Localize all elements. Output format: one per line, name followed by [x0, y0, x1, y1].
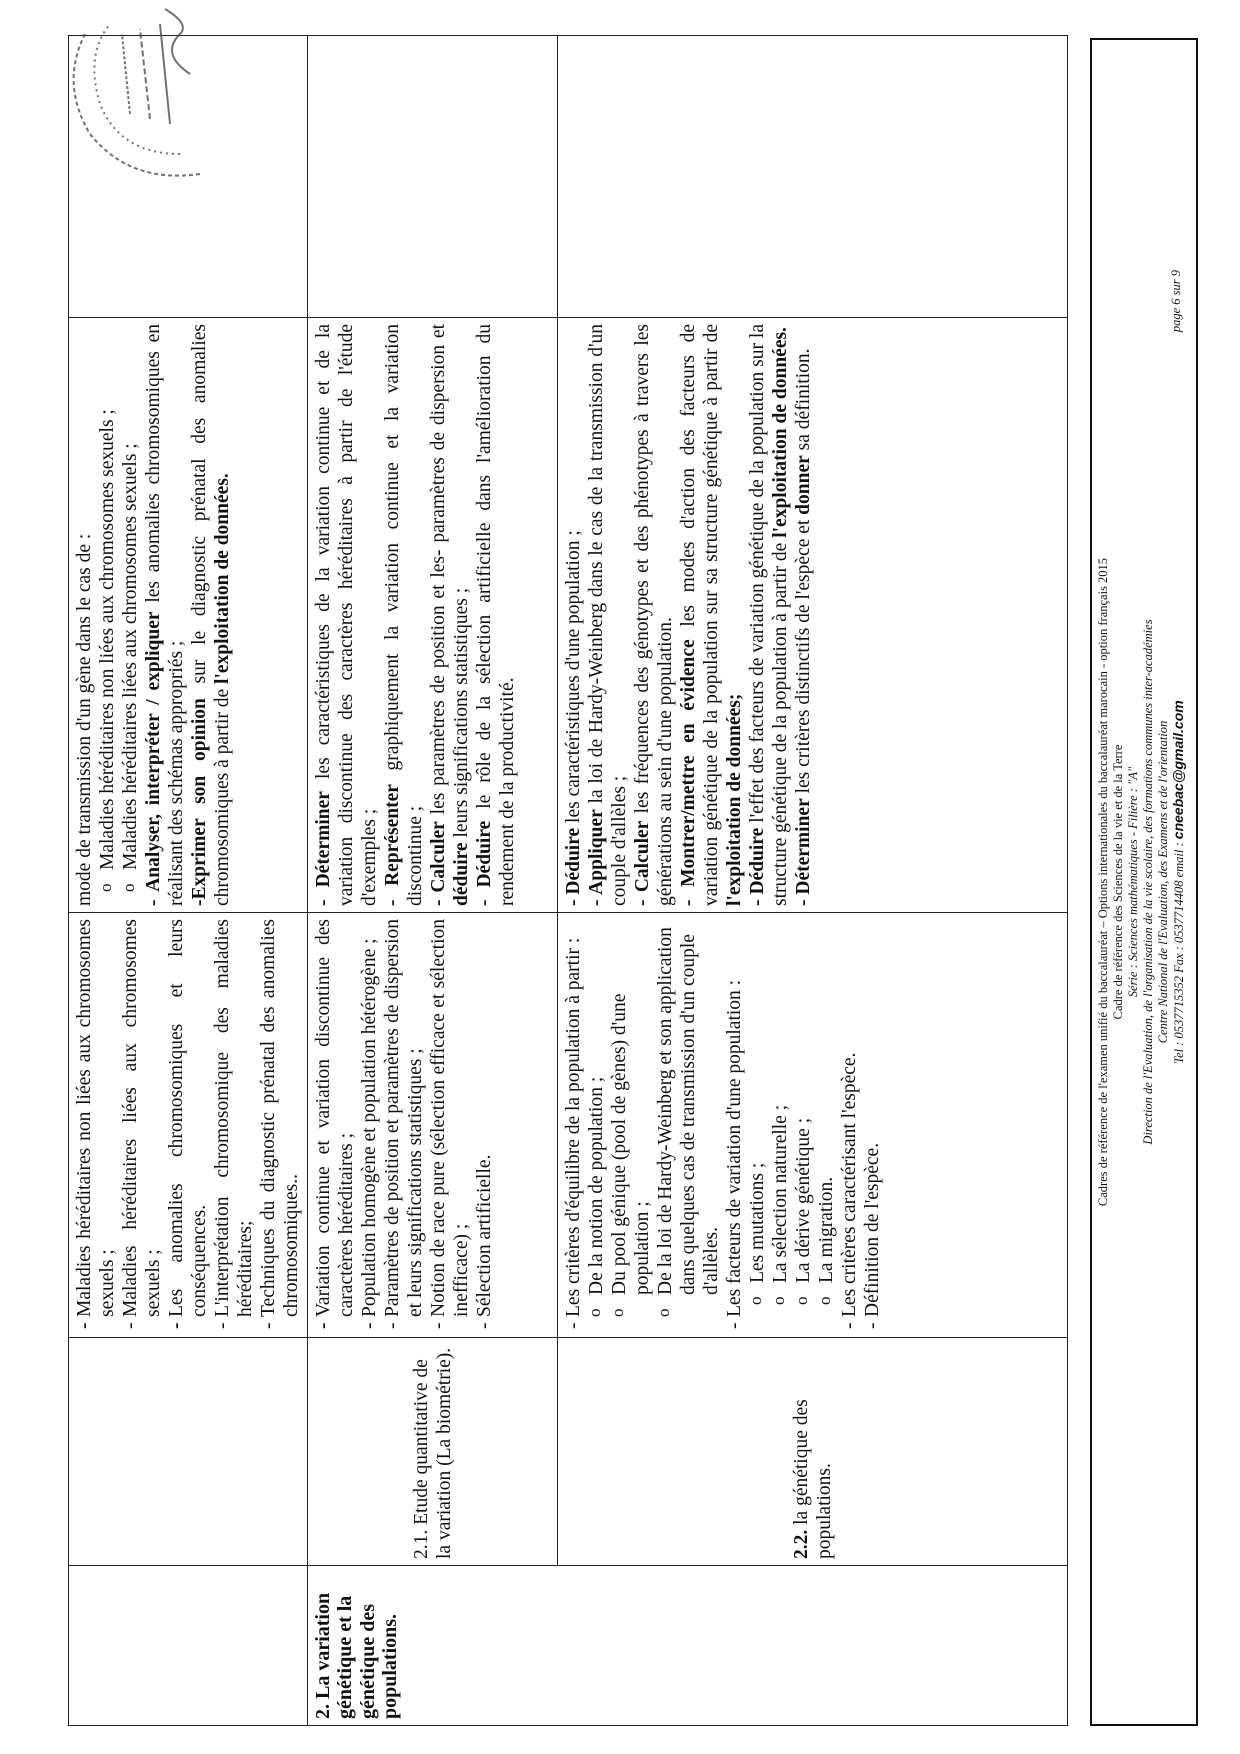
ach-paragraph: - Déterminer les caractéristiques de la variation continue et de la variation discontinue des caractères héréditaires à partir de l'étude d'exemples ; — [313, 324, 380, 906]
footer-line: Série : Sciences mathématiques - Filière : "A" — [1126, 766, 1140, 998]
list-item: o De la notion de population ; — [585, 919, 608, 1321]
ach-paragraph: - Analyser, interpréter / expliquer les anomalies chromosomiques en réalisant des schémas appropriés ; — [143, 323, 187, 906]
list-item: - Les critères caractérisant l'espèce. — [838, 919, 861, 1331]
subtheme-title: 2.2. la génétique des populations. — [558, 1338, 1068, 1566]
list-item: - Notion de race pure (sélection efficace et sélection inefficace) ; — [427, 919, 473, 1331]
ach-paragraph: - Calculer les paramètres de position et les- paramètres de dispersion et déduire leurs significations statistiques ; — [428, 324, 472, 906]
footer-line: Centre National de l'Evaluation, des Examens et de l'orientation — [1156, 720, 1170, 1044]
contents-cell — [558, 913, 1068, 1338]
list-item: - Paramètres de position et paramètres de dispersion et leurs significations statistiques ; — [381, 919, 427, 1331]
list-item: o La dérive génétique ; — [792, 919, 815, 1309]
footer-line: Cadres de référence de l'examen unifié du baccalauréat – Options internationales du baccalauréat marocain - option français 2015 — [1096, 557, 1110, 1207]
contents-cell — [308, 913, 558, 1338]
list-item: o Maladies héréditaires non liées aux chromosomes sexuels ; — [96, 324, 119, 896]
list-item: - Les critères d'équilibre de la population à partir : — [562, 919, 585, 1331]
footer-line: Direction de l'Evaluation, de l'organisation de la vie scolaire, des formations communes inter-académies — [1141, 619, 1155, 1145]
ach-paragraph: - Appliquer la loi de Hardy-Weinberg dans le cas de la transmission d'un couple d'allèles ; — [586, 324, 630, 906]
list-item: o La sélection naturelle ; — [769, 919, 792, 1309]
achievements-cell — [69, 318, 308, 913]
ach-paragraph: -Exprimer son opinion sur le diagnostic prénatal des anomalies chromosomiques à partir de l'exploitation de données. — [189, 324, 233, 906]
reference-table — [68, 35, 1068, 1726]
table-row — [558, 36, 1068, 1726]
list-item: o Les mutations ; — [746, 919, 769, 1309]
table-row — [308, 36, 558, 1726]
footer-contact: Tel : 0537715352 Fax : 0537714408 email : cneebac@gmail.com — [1170, 700, 1186, 1064]
ach-paragraph: - Déterminer les critères distinctifs de l'espèce et donner sa définition. — [793, 348, 814, 906]
list-item: - Variation continue et variation discontinue des caractères héréditaires ; — [312, 919, 358, 1331]
ach-paragraph: - Déduire l'effet des facteurs de variation génétique de la population sur la structure génétique de la population à partir de l'exploitation de données. — [747, 324, 791, 906]
ach-paragraph: - Montrer/mettre en évidence les modes d'action des facteurs de variation génétique de la population sur sa structure génétique à partir de l'exploitation de données; — [678, 323, 745, 906]
list-item: - Définition de l'espèce. — [861, 919, 884, 1331]
observation-cell — [558, 36, 1068, 318]
ach-paragraph: - Déduire le rôle de la sélection artificielle dans l'amélioration du rendement de la productivité. — [474, 324, 518, 906]
list-item: - Maladies héréditaires non liées aux chromosomes sexuels ; — [73, 919, 119, 1331]
achievements-cell — [308, 318, 558, 913]
ach-paragraph: - Calculer les fréquences des génotypes et des phénotypes à travers les générations au sein d'une population. — [632, 324, 676, 906]
list-item: o La migration. — [815, 919, 838, 1309]
ach-intro: mode de transmission d'un gène dans le cas de : — [74, 533, 95, 906]
subtheme-title: 2.1. Etude quantitative de la variation (La biométrie). — [308, 1338, 558, 1566]
list-item: o Maladies héréditaires liées aux chromosomes sexuels ; — [119, 324, 142, 896]
subtheme-cell-empty — [69, 1338, 308, 1566]
table-row — [69, 36, 308, 1726]
observation-cell — [308, 36, 558, 318]
list-item: o Du pool génique (pool de gènes) d'une population ; — [608, 919, 654, 1321]
email-link[interactable]: cneebac@gmail.com — [1170, 700, 1186, 840]
list-item: - Maladies héréditaires liées aux chromosomes sexuels ; — [119, 919, 165, 1331]
list-item: o De la loi de Hardy-Weinberg et son application dans quelques cas de transmission d'un couple d'allèles. — [654, 919, 723, 1321]
footer-line: Cadre de référence des Sciences de la vie et de la Terre — [1111, 744, 1125, 1020]
official-stamp-icon — [50, 0, 230, 194]
list-item: - Les facteurs de variation d'une population : — [723, 919, 746, 1331]
document-footer — [1090, 38, 1198, 1726]
list-item: - L'interprétation chromosomique des maladies héréditaires; — [211, 919, 257, 1331]
ach-paragraph: - Représenter graphiquement la variation continue et la variation discontinue ; — [382, 324, 426, 906]
achievements-cell — [558, 318, 1068, 913]
theme-title: 2. La variation génétique et la génétique des populations. — [308, 1566, 1068, 1726]
theme-cell-empty — [69, 1566, 308, 1726]
list-item: - Techniques du diagnostic prénatal des anomalies chromosomiques.. — [257, 919, 303, 1331]
ach-paragraph: - Déduire les caractéristiques d'une population ; — [563, 530, 584, 906]
page-number: page 6 sur 9 — [1169, 270, 1183, 333]
list-item: - Population homogène et population hétérogène ; — [358, 919, 381, 1331]
contents-cell — [69, 913, 308, 1338]
list-item: - Les anomalies chromosomiques et leurs conséquences. — [165, 919, 211, 1331]
list-item: - Sélection artificielle. — [473, 919, 496, 1331]
